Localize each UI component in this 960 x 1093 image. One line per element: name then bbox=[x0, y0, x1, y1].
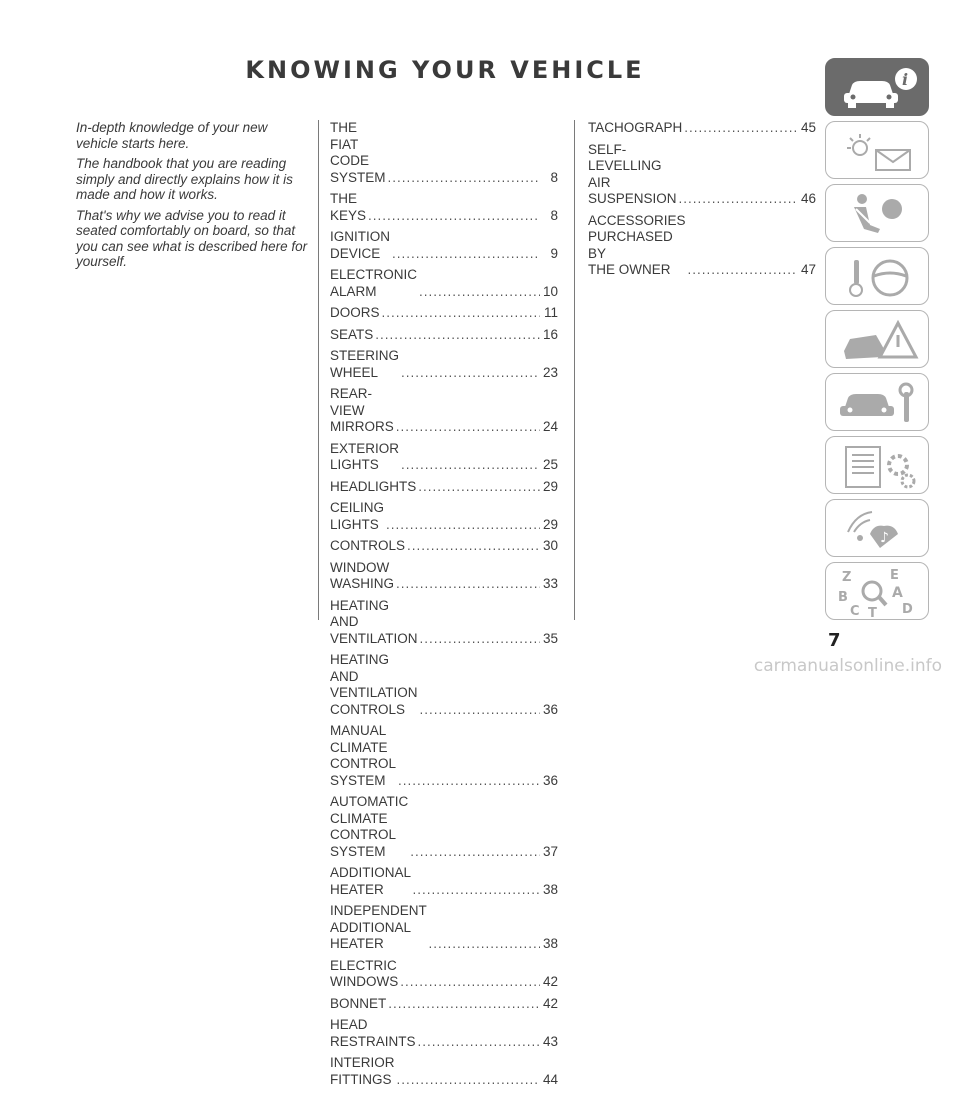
toc-dot-leader bbox=[396, 773, 540, 790]
toc-entry-page: 29 bbox=[542, 516, 558, 532]
warning-lights-icon bbox=[836, 126, 922, 176]
toc-dot-leader bbox=[408, 844, 540, 861]
column-divider bbox=[574, 120, 575, 620]
toc-entry-label: SUSPENSION bbox=[588, 191, 677, 206]
toc-entry-label: TACHOGRAPH bbox=[588, 120, 683, 135]
toc-entry-label: THE FIAT CODE SYSTEM bbox=[330, 120, 386, 185]
toc-entry[interactable] bbox=[330, 538, 558, 555]
toc-entry-label: THE KEYS bbox=[330, 191, 367, 223]
toc-dot-leader bbox=[366, 208, 540, 225]
tab-dashboard-lights[interactable] bbox=[825, 121, 929, 179]
toc-entry-label: SYSTEM bbox=[330, 772, 386, 788]
toc-entry-label: REAR-VIEW MIRRORS bbox=[330, 386, 394, 434]
toc-entry-page: 43 bbox=[542, 1033, 558, 1049]
toc-entry[interactable] bbox=[330, 723, 558, 789]
tab-starting-driving[interactable] bbox=[825, 247, 929, 305]
toc-entry-label-line1: MANUAL CLIMATE CONTROL bbox=[330, 723, 397, 771]
toc-entry[interactable] bbox=[588, 142, 816, 208]
toc-entry-label: THE OWNER bbox=[588, 262, 671, 277]
toc-entry-label: CONTROL SYSTEM bbox=[330, 827, 396, 859]
toc-entry-label: HEADLIGHTS bbox=[330, 478, 417, 494]
tab-index[interactable] bbox=[825, 562, 929, 620]
toc-dot-leader bbox=[373, 327, 540, 344]
intro-paragraph: That's why we advise you to read it seated comfortably on board, so that you can see what is described here for yourself. bbox=[76, 207, 308, 269]
toc-entry-label: INTERIOR FITTINGS bbox=[330, 1055, 395, 1087]
toc-entry[interactable] bbox=[330, 958, 558, 991]
emergency-warning-icon bbox=[836, 315, 922, 365]
toc-dot-leader bbox=[394, 576, 540, 593]
svg-text:C: C bbox=[850, 604, 860, 617]
tab-maintenance[interactable] bbox=[825, 373, 929, 431]
toc-entry-label-line1: INDEPENDENT ADDITIONAL bbox=[330, 903, 427, 935]
toc-entry-label: CONTROLS bbox=[330, 538, 406, 553]
toc-entry[interactable] bbox=[330, 120, 558, 186]
toc-entry-page: 37 bbox=[542, 843, 558, 859]
key-steering-icon bbox=[836, 252, 922, 302]
toc-entry-label: HEATING AND VENTILATION bbox=[330, 597, 418, 646]
toc-entry[interactable] bbox=[330, 598, 558, 648]
page-title: KNOWING YOUR VEHICLE bbox=[245, 56, 645, 84]
toc-entry-page: 35 bbox=[542, 630, 558, 646]
toc-entry-label: SEATS bbox=[330, 326, 374, 342]
svg-text:A: A bbox=[892, 585, 903, 601]
toc-dot-leader bbox=[398, 974, 540, 991]
toc-entry[interactable] bbox=[330, 305, 558, 322]
toc-entry[interactable] bbox=[330, 865, 558, 898]
tab-emergency[interactable] bbox=[825, 310, 929, 368]
index-search-icon bbox=[836, 567, 922, 617]
toc-dot-leader bbox=[427, 936, 540, 953]
car-maintenance-icon bbox=[836, 378, 922, 428]
toc-entry-page: 29 bbox=[542, 478, 558, 494]
tab-knowing-vehicle[interactable] bbox=[825, 58, 929, 116]
toc-dot-leader bbox=[399, 365, 540, 382]
toc-entry-page: 24 bbox=[542, 419, 558, 434]
airbag-safety-icon bbox=[836, 189, 922, 239]
toc-entry-page: 10 bbox=[542, 283, 558, 299]
toc-entry-page: 25 bbox=[542, 457, 558, 472]
intro-text bbox=[76, 120, 308, 275]
svg-text:D: D bbox=[902, 602, 913, 617]
toc-entry-page: 23 bbox=[542, 364, 558, 380]
toc-entry-label: STEERING WHEEL bbox=[330, 348, 400, 380]
toc-entry-page: 16 bbox=[542, 326, 558, 342]
toc-entry-page: 38 bbox=[542, 881, 558, 897]
toc-entry-page: 9 bbox=[550, 245, 558, 261]
technical-data-icon bbox=[836, 441, 922, 491]
toc-entry-label-line1: SELF-LEVELLING AIR bbox=[588, 141, 662, 190]
tab-technical-data[interactable] bbox=[825, 436, 929, 494]
toc-dot-leader bbox=[384, 517, 540, 534]
toc-entry-label: CEILING LIGHTS bbox=[330, 500, 385, 532]
toc-entry-page: 36 bbox=[542, 701, 558, 717]
toc-entry[interactable] bbox=[330, 1055, 558, 1088]
toc-entry-label-line1: ACCESSORIES PURCHASED BY bbox=[588, 212, 686, 261]
toc-dot-leader bbox=[677, 191, 798, 208]
toc-dot-leader bbox=[418, 702, 540, 719]
svg-text:♪: ♪ bbox=[880, 530, 889, 546]
toc-dot-leader bbox=[390, 246, 540, 263]
toc-entry-page: 42 bbox=[542, 995, 558, 1011]
toc-entry-page: 47 bbox=[800, 262, 816, 277]
toc-entry-label: ADDITIONAL HEATER bbox=[330, 865, 411, 897]
car-info-icon bbox=[836, 63, 922, 113]
toc-dot-leader bbox=[386, 170, 540, 187]
chapter-tabs bbox=[825, 58, 929, 625]
toc-dot-leader bbox=[417, 284, 540, 301]
toc-dot-leader bbox=[416, 479, 540, 496]
toc-entry[interactable] bbox=[330, 327, 558, 344]
toc-entry[interactable] bbox=[588, 213, 816, 279]
intro-paragraph: In-depth knowledge of your new vehicle starts here. bbox=[76, 120, 268, 151]
tab-safety[interactable] bbox=[825, 184, 929, 242]
toc-entry-label: CONTROLS bbox=[330, 701, 406, 717]
svg-text:B: B bbox=[838, 590, 848, 605]
svg-text:Z: Z bbox=[842, 570, 852, 585]
page-number: 7 bbox=[828, 630, 841, 651]
toc-entry-page: 8 bbox=[550, 207, 558, 223]
toc-entry-label-line1: HEATING AND VENTILATION bbox=[330, 652, 418, 700]
toc-entry-page: 44 bbox=[542, 1071, 558, 1087]
toc-dot-leader bbox=[682, 120, 798, 137]
toc-dot-leader bbox=[399, 457, 540, 474]
toc-dot-leader bbox=[418, 631, 540, 648]
toc-entry-label: BONNET bbox=[330, 995, 387, 1011]
toc-entry[interactable] bbox=[330, 386, 558, 436]
toc-entry-page: 36 bbox=[542, 772, 558, 788]
toc-entry-label: ELECTRONIC ALARM bbox=[330, 267, 418, 299]
toc-entry[interactable] bbox=[330, 229, 558, 262]
toc-dot-leader bbox=[394, 419, 540, 436]
svg-text:i: i bbox=[902, 70, 909, 89]
toc-entry[interactable] bbox=[330, 903, 558, 953]
toc-entry-label: ELECTRIC WINDOWS bbox=[330, 957, 399, 989]
toc-entry[interactable] bbox=[588, 120, 816, 137]
toc-entry[interactable] bbox=[330, 560, 558, 593]
watermark: carmanualsonline.info bbox=[753, 656, 942, 676]
toc-entry-label: WINDOW WASHING bbox=[330, 559, 394, 591]
multimedia-icon bbox=[836, 504, 922, 554]
svg-text:E: E bbox=[890, 568, 899, 583]
toc-entry-page: 30 bbox=[542, 538, 558, 553]
toc-entry-page: 33 bbox=[542, 576, 558, 591]
toc-entry[interactable] bbox=[330, 267, 558, 300]
toc-dot-leader bbox=[395, 1072, 540, 1089]
svg-text:T: T bbox=[868, 606, 877, 617]
toc-dot-leader bbox=[416, 1034, 540, 1051]
toc-dot-leader bbox=[411, 882, 540, 899]
tab-multimedia[interactable] bbox=[825, 499, 929, 557]
column-divider bbox=[318, 120, 319, 620]
toc-entry[interactable] bbox=[330, 441, 558, 474]
toc-column-1 bbox=[330, 120, 558, 1093]
toc-entry-label: HEAD RESTRAINTS bbox=[330, 1017, 416, 1049]
toc-entry[interactable] bbox=[330, 500, 558, 533]
toc-entry[interactable] bbox=[330, 348, 558, 381]
toc-dot-leader bbox=[686, 262, 798, 279]
toc-entry[interactable] bbox=[330, 996, 558, 1013]
toc-entry[interactable] bbox=[330, 191, 558, 224]
toc-entry-label: HEATER bbox=[330, 936, 384, 951]
toc-entry-page: 38 bbox=[542, 936, 558, 951]
toc-entry-label: IGNITION DEVICE bbox=[330, 229, 390, 261]
toc-entry-page: 45 bbox=[800, 120, 816, 135]
toc-entry[interactable] bbox=[330, 479, 558, 496]
toc-entry-label-line1: AUTOMATIC CLIMATE bbox=[330, 794, 409, 826]
toc-entry-page: 42 bbox=[542, 974, 558, 989]
toc-entry[interactable] bbox=[330, 794, 558, 860]
toc-dot-leader bbox=[380, 305, 540, 322]
toc-entry-label: EXTERIOR LIGHTS bbox=[330, 440, 400, 472]
toc-dot-leader bbox=[386, 996, 540, 1013]
toc-entry-label: DOORS bbox=[330, 305, 380, 320]
toc-entry[interactable] bbox=[330, 1017, 558, 1050]
toc-entry-page: 8 bbox=[550, 169, 558, 185]
toc-entry-page: 46 bbox=[800, 191, 816, 206]
toc-entry-page: 11 bbox=[543, 305, 558, 320]
toc-dot-leader bbox=[405, 538, 540, 555]
intro-paragraph: The handbook that you are reading simply and directly explains how it is made and how it works. bbox=[76, 156, 293, 202]
toc-column-2 bbox=[588, 120, 816, 284]
